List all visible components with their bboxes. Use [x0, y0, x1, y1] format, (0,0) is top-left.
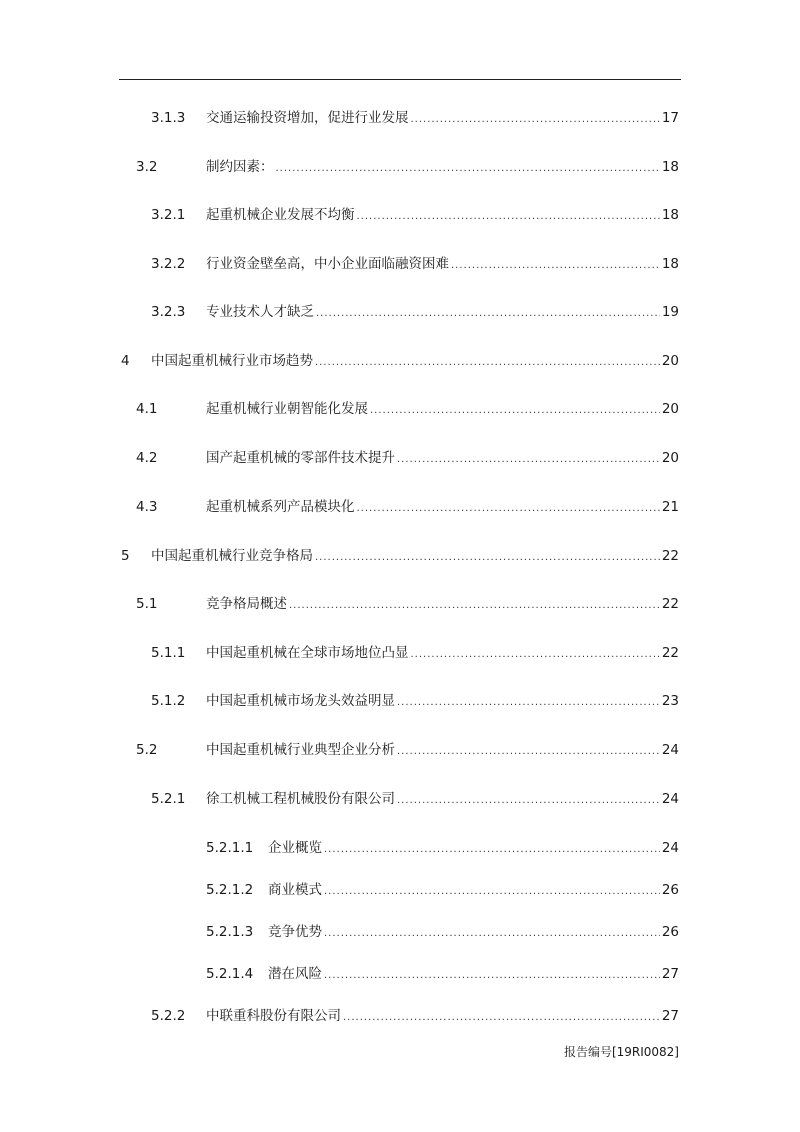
- toc-entry-page: 18: [661, 256, 679, 272]
- toc-entry-title-row: [206, 204, 679, 228]
- toc-entry[interactable]: [0, 963, 800, 985]
- toc-entry-title-row: [206, 301, 679, 325]
- toc-entry-title: 潜在风险: [268, 966, 322, 982]
- toc-entry-number: 5.2.1.1: [206, 840, 254, 856]
- toc-entry-title: 中国起重机械市场龙头效益明显: [206, 693, 395, 709]
- toc-entry-title-row: [151, 545, 679, 569]
- report-id: 报告编号[19RI0082]: [563, 1045, 679, 1059]
- toc-entry[interactable]: [0, 642, 800, 664]
- toc-entry[interactable]: [0, 879, 800, 901]
- toc-dot-leader: [397, 692, 660, 714]
- toc-entry-title: 徐工机械工程机械股份有限公司: [206, 791, 395, 807]
- toc-entry-title-row: [206, 690, 679, 714]
- toc-entry-page: 18: [661, 159, 679, 175]
- toc-entry-number: 5.2.1: [151, 791, 186, 807]
- toc-entry-title-row: [206, 156, 679, 180]
- toc-entry-page: 26: [661, 882, 679, 898]
- toc-entry-title-row: [151, 350, 679, 374]
- toc-entry-number: 4.1: [136, 401, 158, 417]
- toc-entry-page: 22: [661, 645, 679, 661]
- toc-dot-leader: [370, 400, 660, 422]
- toc-entry-number: 3.2.3: [151, 304, 186, 320]
- toc-entry[interactable]: [0, 301, 800, 323]
- toc-dot-leader: [357, 498, 660, 520]
- toc-entry[interactable]: [0, 545, 800, 567]
- toc-entry-number: 5.1.1: [151, 645, 186, 661]
- toc-entry-title-row: [206, 496, 679, 520]
- toc-entry-title-row: [206, 739, 679, 763]
- toc-entry-title: 交通运输投资增加，促进行业发展: [206, 110, 409, 126]
- toc-entry-title-row: [268, 879, 679, 903]
- toc-dot-leader: [397, 741, 660, 763]
- toc-entry-page: 17: [661, 110, 679, 126]
- toc-entry-number: 5.1: [136, 596, 158, 612]
- toc-entry-number: 3.2.1: [151, 207, 186, 223]
- toc-dot-leader: [324, 923, 660, 945]
- toc-entry-title-row: [206, 447, 679, 471]
- toc-entry-number: 5.1.2: [151, 693, 186, 709]
- toc-dot-leader: [397, 449, 660, 471]
- toc-dot-leader: [411, 644, 660, 666]
- toc-dot-leader: [315, 352, 660, 374]
- toc-dot-leader: [324, 965, 660, 987]
- toc-entry-number: 5: [121, 548, 130, 564]
- toc-entry-title: 中国起重机械行业典型企业分析: [206, 742, 395, 758]
- toc-entry-page: 27: [661, 1008, 679, 1024]
- toc-entry-title: 中国起重机械在全球市场地位凸显: [206, 645, 409, 661]
- toc-entry-title: 中国起重机械行业竞争格局: [151, 548, 313, 564]
- toc-entry[interactable]: [0, 690, 800, 712]
- toc-entry-title: 起重机械企业发展不均衡: [206, 207, 355, 223]
- toc-entry-title: 中联重科股份有限公司: [206, 1008, 341, 1024]
- toc-entry-number: 5.2.2: [151, 1008, 186, 1024]
- toc-entry-title: 专业技术人才缺乏: [206, 304, 314, 320]
- toc-dot-leader: [411, 109, 660, 131]
- toc-entry-page: 24: [661, 742, 679, 758]
- toc-entry-title: 制约因素：: [206, 159, 274, 175]
- toc-entry-number: 5.2.1.3: [206, 924, 254, 940]
- toc-entry-page: 19: [661, 304, 679, 320]
- toc-entry[interactable]: [0, 1005, 800, 1027]
- toc-entry-number: 4.2: [136, 450, 158, 466]
- toc-dot-leader: [397, 790, 660, 812]
- toc-entry-title-row: [268, 837, 679, 861]
- toc-dot-leader: [316, 303, 660, 325]
- toc-entry[interactable]: [0, 107, 800, 129]
- toc-entry-title-row: [206, 1005, 679, 1029]
- toc-entry-number: 4: [121, 353, 130, 369]
- toc-entry-title: 商业模式: [268, 882, 322, 898]
- toc-entry-page: 27: [661, 966, 679, 982]
- toc-entry-title: 中国起重机械行业市场趋势: [151, 353, 313, 369]
- toc-entry-title-row: [206, 398, 679, 422]
- toc-dot-leader: [451, 255, 660, 277]
- toc-entry[interactable]: [0, 447, 800, 469]
- toc-entry-page: 18: [661, 207, 679, 223]
- toc-entry-title-row: [206, 642, 679, 666]
- toc-entry-title-row: [206, 107, 679, 131]
- toc-entry-number: 3.2.2: [151, 256, 186, 272]
- toc-entry-title: 行业资金壁垒高，中小企业面临融资困难: [206, 256, 449, 272]
- toc-entry-number: 3.2: [136, 159, 158, 175]
- toc-entry-title-row: [206, 593, 679, 617]
- toc-entry[interactable]: [0, 253, 800, 275]
- toc-dot-leader: [324, 839, 660, 861]
- toc-entry-page: 23: [661, 693, 679, 709]
- toc-dot-leader: [276, 158, 660, 180]
- toc-entry-title-row: [206, 788, 679, 812]
- toc-entry-title: 竞争格局概述: [206, 596, 287, 612]
- toc-entry-number: 4.3: [136, 499, 158, 515]
- toc-entry-page: 24: [661, 840, 679, 856]
- toc-entry-title: 起重机械系列产品模块化: [206, 499, 355, 515]
- toc-entry[interactable]: [0, 398, 800, 420]
- toc-entry-number: 5.2.1.4: [206, 966, 254, 982]
- toc-entry-title-row: [268, 963, 679, 987]
- toc-entry[interactable]: [0, 496, 800, 518]
- toc-entry-number: 3.1.3: [151, 110, 186, 126]
- toc-dot-leader: [315, 547, 660, 569]
- toc-entry-title-row: [268, 921, 679, 945]
- toc-entry-page: 20: [661, 353, 679, 369]
- toc-entry[interactable]: [0, 350, 800, 372]
- toc-entry-title: 企业概览: [268, 840, 322, 856]
- toc-entry-page: 26: [661, 924, 679, 940]
- toc-entry-page: 22: [661, 548, 679, 564]
- toc-entry-number: 5.2.1.2: [206, 882, 254, 898]
- toc-dot-leader: [324, 881, 660, 903]
- toc-entry-title: 竞争优势: [268, 924, 322, 940]
- toc-dot-leader: [357, 206, 660, 228]
- toc-entry-page: 21: [661, 499, 679, 515]
- toc-entry-title: 国产起重机械的零部件技术提升: [206, 450, 395, 466]
- toc-entry[interactable]: [0, 921, 800, 943]
- toc-entry[interactable]: [0, 837, 800, 859]
- toc-entry-title: 起重机械行业朝智能化发展: [206, 401, 368, 417]
- toc-entry[interactable]: [0, 593, 800, 615]
- toc-entry[interactable]: [0, 156, 800, 178]
- toc-entry-page: 22: [661, 596, 679, 612]
- toc-dot-leader: [289, 595, 660, 617]
- toc-entry-page: 20: [661, 401, 679, 417]
- toc-entry[interactable]: [0, 788, 800, 810]
- toc-dot-leader: [343, 1007, 660, 1029]
- toc-entry[interactable]: [0, 739, 800, 761]
- toc-entry-number: 5.2: [136, 742, 158, 758]
- toc-entry-title-row: [206, 253, 679, 277]
- toc-entry[interactable]: [0, 204, 800, 226]
- toc-entry-page: 20: [661, 450, 679, 466]
- toc-entry-page: 24: [661, 791, 679, 807]
